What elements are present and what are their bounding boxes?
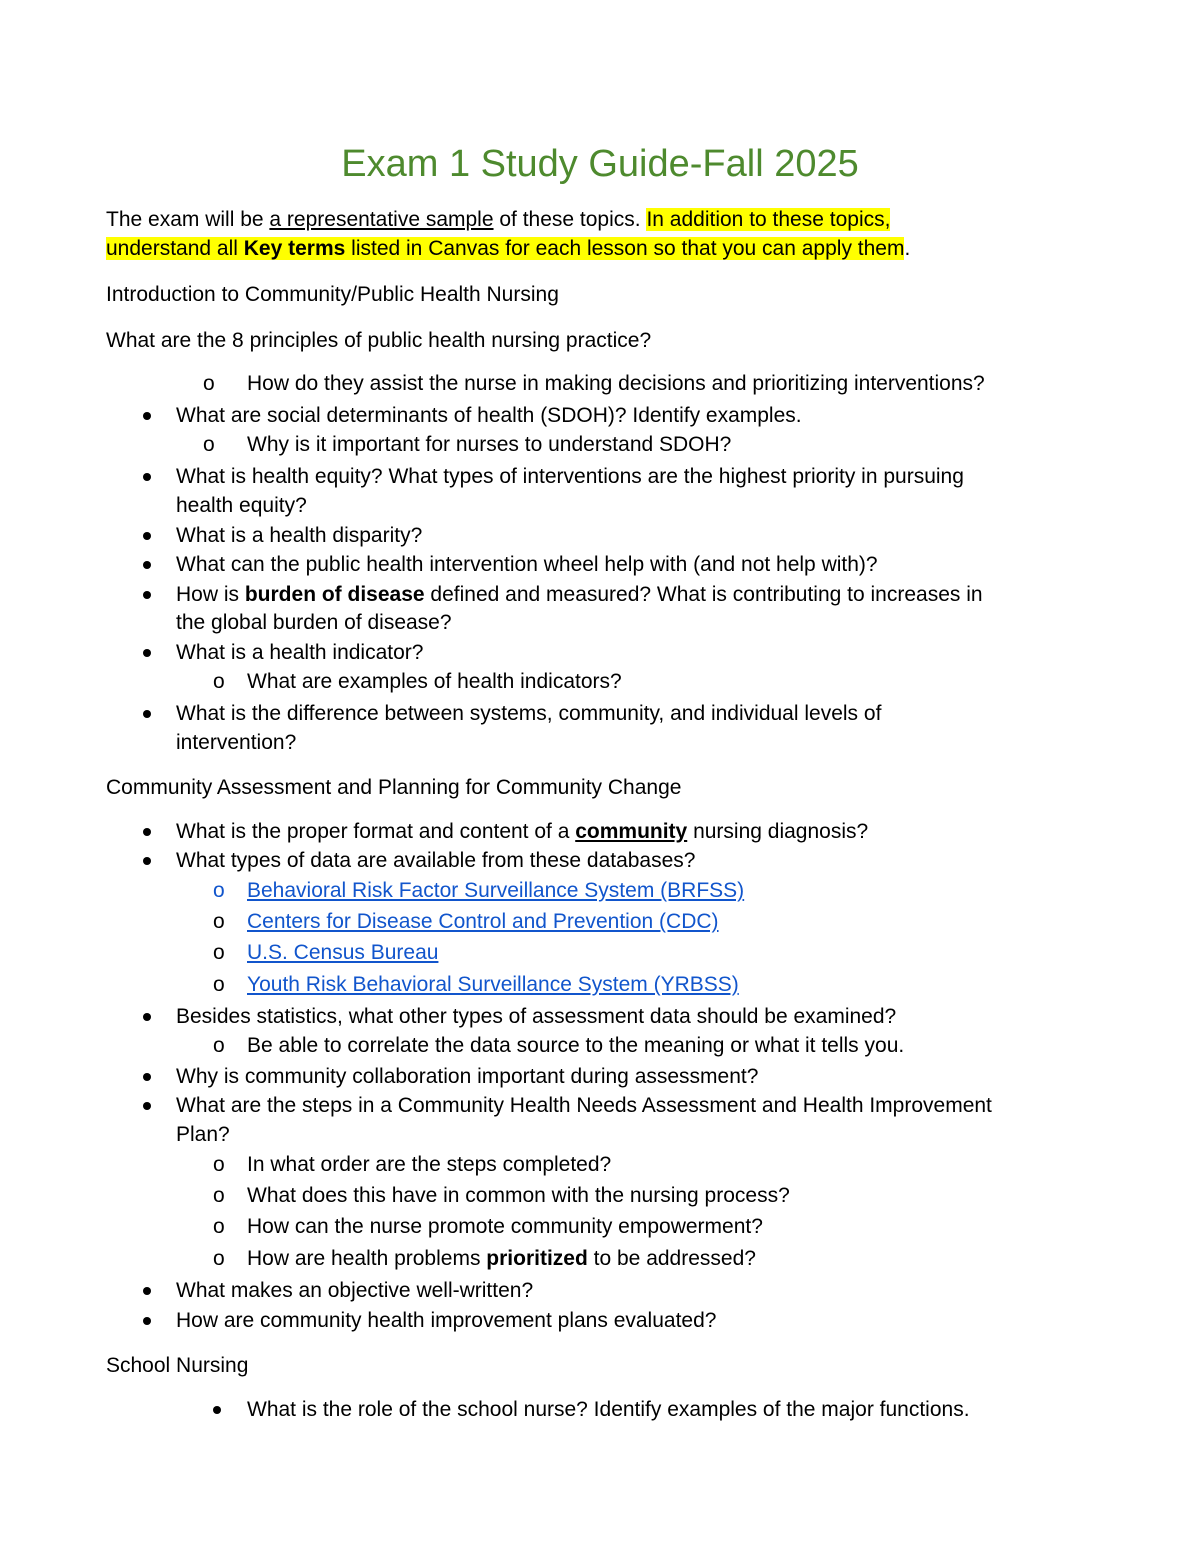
bullet-marker [143,1073,151,1081]
section-heading-assessment: Community Assessment and Planning for Community Change [106,776,682,799]
bullet-marker [143,561,151,569]
burden-post: defined and measured? What is contributing to increases in [424,583,983,606]
link-cdc[interactable]: Centers for Disease Control and Prevention (CDC) [247,910,719,933]
sub-bullet-marker: o [203,372,215,395]
list-item-school-nurse: What is the role of the school nurse? Identify examples of the major functions. [247,1398,970,1421]
list-item-objective: What makes an objective well-written? [176,1279,534,1302]
section-heading-school: School Nursing [106,1354,249,1377]
bullet-marker [143,857,151,865]
section-heading-intro: Introduction to Community/Public Health Nursing [106,283,559,306]
list-item-sdoh: What are social determinants of health (SDOH)? Identify examples. [176,404,802,427]
bullet-marker [143,473,151,481]
diagnosis-post: nursing diagnosis? [687,820,869,843]
intro-key-terms: Key terms [243,237,346,260]
bullet-marker [143,1317,151,1325]
sub-item-empowerment: How can the nurse promote community empowerment? [247,1215,763,1238]
diagnosis-pre: What is the proper format and content of a [176,820,576,843]
bullet-marker [143,828,151,836]
sub-bullet-marker: o [203,433,215,456]
sub-item-principles: How do they assist the nurse in making decisions and prioritizing interventions? [247,372,985,395]
page-title: Exam 1 Study Guide-Fall 2025 [341,143,859,185]
burden-pre: How is [176,583,245,606]
sub-bullet-marker: o [213,1153,225,1176]
burden-bold: burden of disease [244,583,425,606]
sub-bullet-marker: o [213,1034,225,1057]
intro-underlined: a representative sample [269,208,494,231]
sub-bullet-marker: o [213,670,225,693]
bullet-marker [143,1102,151,1110]
list-item-indicator: What is a health indicator? [176,641,424,664]
sub-item-prioritized [247,1244,756,1273]
intro-highlight-1: In addition to these topics, [646,208,891,231]
sub-bullet-marker: o [213,879,225,902]
bullet-marker [143,649,151,657]
bullet-marker [143,1287,151,1295]
list-item-levels: What is the difference between systems, community, and individual levels of [176,702,882,725]
bullet-marker [143,532,151,540]
bullet-marker [143,591,151,599]
link-brfss[interactable]: Behavioral Risk Factor Surveillance System (BRFSS) [247,879,745,902]
bullet-marker [213,1406,221,1414]
list-item-wheel: What can the public health intervention wheel help with (and not help with)? [176,553,878,576]
intro-highlight-2c: listed in Canvas for each lesson so that you can apply them [345,237,905,260]
list-item-chna: What are the steps in a Community Health Needs Assessment and Health Improvement [176,1094,992,1117]
sub-bullet-marker: o [213,1215,225,1238]
sub-item-indicator: What are examples of health indicators? [247,670,622,693]
list-item-collaboration: Why is community collaboration important during assessment? [176,1065,759,1088]
question-principles: What are the 8 principles of public health nursing practice? [106,329,652,352]
bullet-marker [143,1013,151,1021]
list-item-diagnosis [176,817,868,846]
list-item-levels-cont: intervention? [176,731,297,754]
bullet-marker [143,412,151,420]
list-item-chna-cont: Plan? [176,1123,230,1146]
sub-item-nursing-process: What does this have in common with the nursing process? [247,1184,790,1207]
sub-item-sdoh: Why is it important for nurses to understand SDOH? [247,433,732,456]
intro-end: . [904,237,911,260]
link-census[interactable]: U.S. Census Bureau [247,941,439,964]
list-item-evaluation: How are community health improvement plans evaluated? [176,1309,717,1332]
list-item-burden [176,580,983,609]
sub-bullet-marker: o [213,1247,225,1270]
list-item-equity: What is health equity? What types of interventions are the highest priority in pursuing [176,465,964,488]
list-item-other-data: Besides statistics, what other types of assessment data should be examined? [176,1005,897,1028]
intro-text-2: of these topics. [493,208,647,231]
sub-bullet-marker: o [213,973,225,996]
intro-text: The exam will be [106,208,270,231]
list-item-equity-cont: health equity? [176,494,307,517]
intro-paragraph [106,205,1106,263]
prioritized-pre: How are health problems [247,1247,487,1270]
list-item-burden-cont: the global burden of disease? [176,611,452,634]
link-yrbss[interactable]: Youth Risk Behavioral Surveillance System (YRBSS) [247,973,739,996]
bullet-marker [143,710,151,718]
sub-bullet-marker: o [213,1184,225,1207]
sub-item-correlate: Be able to correlate the data source to the meaning or what it tells you. [247,1034,905,1057]
list-item-disparity: What is a health disparity? [176,524,423,547]
prioritized-bold: prioritized [486,1247,588,1270]
intro-highlight-2a: understand all [106,237,244,260]
prioritized-post: to be addressed? [587,1247,756,1270]
sub-bullet-marker: o [213,910,225,933]
list-item-databases: What types of data are available from these databases? [176,849,696,872]
sub-item-order: In what order are the steps completed? [247,1153,612,1176]
diagnosis-bold: community [575,820,688,843]
sub-bullet-marker: o [213,941,225,964]
